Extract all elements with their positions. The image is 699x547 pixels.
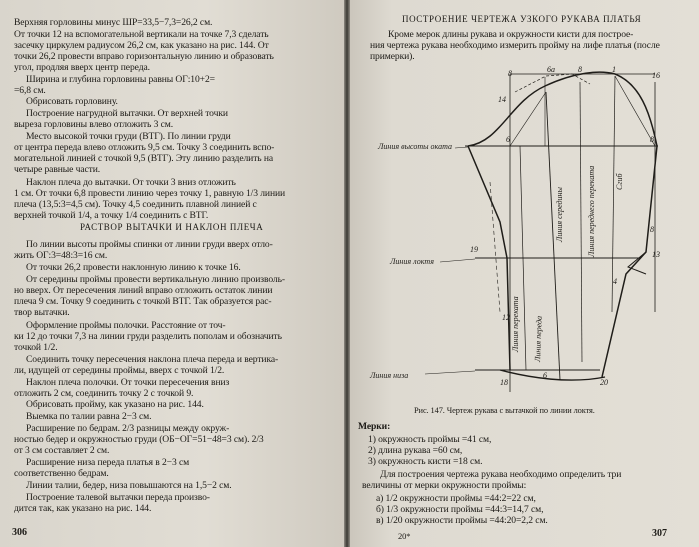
section-title: ПОСТРОЕНИЕ ЧЕРТЕЖА УЗКОГО РУКАВА ПЛАТЬЯ [402, 14, 642, 24]
label-elbow-line: Линия локтя [390, 257, 434, 266]
text-line: Построение нагрудной вытачки. От верхней точки [26, 108, 228, 119]
text-line: =6,8 см. [14, 85, 46, 96]
text-line: ки 12 до точки 7,3 на линии груди разделить пополам и обозначить [14, 331, 282, 342]
text-line: 1 см. От точки 6,8 провести линию через точку 1, равную 1/3 линии [14, 188, 286, 199]
text-line: Верхняя горловины минус ШР=33,5−7,3=26,2 см. [14, 17, 213, 28]
text-line: Обрисовать горловину. [26, 96, 118, 107]
right-page [350, 0, 699, 547]
point-label: 8 [508, 69, 512, 78]
text-line: жить ОГ:3=48:3=16 см. [14, 250, 108, 261]
footer-mark: 20* [398, 531, 411, 541]
calc-item: а) 1/2 окружности проймы =44:2=22 см, [376, 493, 536, 504]
text-line: угол, продляя вверх центр переда. [14, 62, 150, 73]
text-line: верхней точкой 1/4, а точку 1/4 соединить с ВТГ. [14, 210, 209, 221]
label-okat-line: Линия высоты оката [378, 142, 452, 151]
text-line: Место высокой точки груди (ВТГ). По линии груди [26, 131, 231, 142]
text-line: Построение талевой вытачки переда произво- [26, 492, 210, 503]
text-line: От середины проймы провести вертикальную линию произволь- [26, 274, 285, 285]
text-line: Наклон плеча до вытачки. От точки 3 вниз отложить [26, 177, 236, 188]
text-line: От точки 12 на вспомогательной вертикали на точке 7,3 сделать [14, 29, 269, 40]
text-line: Расширение низа переда платья в 2−3 см [26, 457, 190, 468]
intro-line: ния чертежа рукава необходимо измерить пройму на лифе платья (после [370, 40, 660, 51]
calc-intro: Для построения чертежа рукава необходимо определить три [380, 469, 622, 480]
figure-caption: Рис. 147. Чертеж рукава с вытачкой по линии локтя. [414, 406, 595, 415]
point-label: 19 [470, 245, 478, 254]
calc-item: б) 1/3 окружности проймы =44:3=14,7 см, [376, 504, 544, 515]
label-mid-line: Линия середины [555, 187, 564, 242]
label-back-line: Линия переда [533, 315, 544, 363]
text-line: отложить 2 см, соединить точку 2 с точкой 9. [14, 388, 194, 399]
text-line: Обрисовать пройму, как указано на рис. 144. [26, 399, 204, 410]
page-number: 307 [652, 528, 667, 539]
text-line: четыре равные части. [14, 164, 101, 175]
text-line: засечку циркулем радиусом 26,2 см, как указано на рис. 144. От [14, 40, 269, 51]
text-line: от 3 см составляет 2 см. [14, 445, 110, 456]
point-label: 8 [578, 65, 582, 74]
text-line: ли, идущей от середины проймы, вверх с точкой 1/2. [14, 365, 225, 376]
label-upper-line: Линия переднего переката [587, 165, 596, 257]
text-line: плеча (13,5:3=4,5 см). Точку 4,5 соединить плавной линией с [14, 199, 257, 210]
text-line: дится так, как указано на рис. 144. [14, 503, 152, 514]
text-line: Наклон плеча полочки. От точки пересечения вниз [26, 377, 230, 388]
point-label: 13 [652, 250, 660, 259]
page-number: 306 [12, 527, 27, 538]
text-line: По линии высоты проймы спинки от линии груди вверх отло- [26, 239, 273, 250]
point-label: 6 [506, 135, 510, 144]
text-line: могательной линией с точкой 9,5 (ВТГ). Эту линию разделить на [14, 153, 274, 164]
text-line: От точки 26,2 провести наклонную линию к точке 16. [26, 262, 241, 273]
left-page [0, 0, 344, 547]
text-line: Ширина и глубина горловины равны ОГ:10+2= [26, 74, 215, 85]
intro-line: Кроме мерок длины рукава и окружности кисти для построе- [388, 29, 634, 40]
text-line: Линии талии, бедер, низа повышаются на 1,5−2 см. [26, 480, 232, 491]
text-line: соответственно бедрам. [14, 468, 109, 479]
text-line: но вверх. От пересечения линий вправо отложить остаток линии [14, 285, 273, 296]
section-heading: РАСТВОР ВЫТАЧКИ И НАКЛОН ПЛЕЧА [80, 222, 264, 232]
point-label: 4 [613, 277, 617, 286]
point-label: 6 [543, 371, 547, 380]
point-label: 1 [612, 65, 616, 74]
point-label: 14 [498, 95, 506, 104]
text-line: плеча 9 см. Точку 9 соединить с точкой ВТГ. Так образуется рас- [14, 296, 272, 307]
text-line: Расширение по бедрам. 2/3 разницы между окруж- [26, 423, 230, 434]
text-line: Соединить точку пересечения наклона плеча переда и вертика- [26, 354, 279, 365]
text-line: твор вытачки. [14, 307, 70, 318]
point-label: 12 [502, 313, 510, 322]
text-line: ностью бедер и окружностью груди (ОБ−ОГ=51−48=3 см). 2/3 [14, 434, 264, 445]
point-label: 8 [650, 135, 654, 144]
point-label: 8 [650, 225, 654, 234]
label-rotated: Сгиб [615, 173, 624, 190]
merki-item: 1) окружность проймы =41 см, [368, 434, 492, 445]
merki-title: Мерки: [358, 421, 391, 432]
text-line: от центра переда влево отложить 9,5 см. Точку 3 соединить вспо- [14, 142, 275, 153]
text-line: Выемка по талии равна 2−3 см. [26, 411, 152, 422]
point-label: 6а [547, 65, 555, 74]
label-front-line: Линия переката [511, 296, 520, 352]
label-hem-line: Линия низа [370, 371, 409, 380]
intro-line: примерки). [370, 51, 415, 62]
text-line: точкой 1/2. [14, 342, 58, 353]
calc-intro: величины от мерки окружности проймы: [362, 480, 527, 491]
text-line: точки 26,2 провести вправо горизонтальную линию и образовать [14, 51, 274, 62]
point-label: 16 [652, 71, 660, 80]
text-line: Оформление проймы полочки. Расстояние от точ- [26, 320, 226, 331]
text-line: выреза горловины влево отложить 3 см. [14, 119, 174, 130]
merki-item: 3) окружность кисти =18 см. [368, 456, 483, 467]
sleeve-pattern-diagram [350, 62, 699, 402]
merki-item: 2) длина рукава =60 см, [368, 445, 463, 456]
calc-item: в) 1/20 окружности проймы =44:20=2,2 см. [376, 515, 548, 526]
point-label: 18 [500, 378, 508, 387]
point-label: 20 [600, 378, 608, 387]
